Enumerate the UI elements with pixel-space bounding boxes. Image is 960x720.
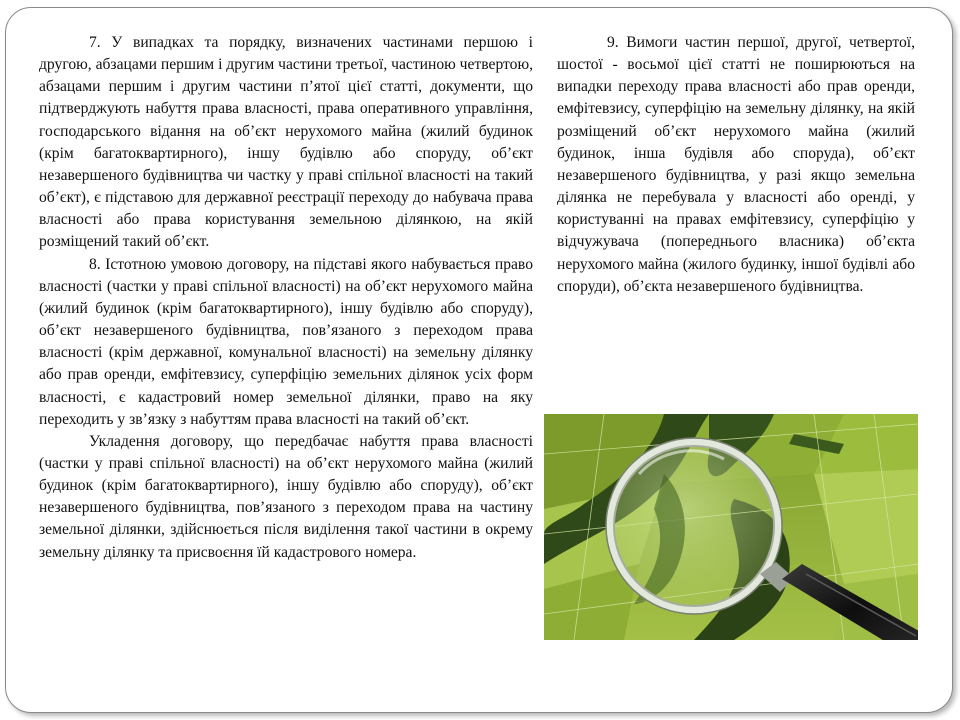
paragraph-9: 9. Вимоги частин першої, другої, четвертої, шостої - восьмої цієї статті не поширюються на випадки переходу права власності або прав оренди, емфітевзису, суперфіцію на земельну ділянку, на якій розміщений об’єкт нерухомого майна (жилий будинок, інша будівля або споруда), об’єкт незавершеного будівництва, у разі якщо земельна ділянка не перебувала у власності або оренді, у користуванні на правах емфітевзису, суперфіцію у відчужувача (попереднього власника) об’єкта нерухомого майна (жилого будинку, іншої будівлі або споруди), об’єкта незавершеного будівництва. xyxy=(557,34,915,295)
paragraph-7: 7. У випадках та порядку, визначених частинами першою і другою, абзацами першим і другим частини третьої, частиною четвертою, абзацами першим і другим частини п’ятої цієї статті, документи, що підтверджують набуття права власності, права оперативного управління, господарського відання на об’єкт нерухомого майна (жилий будинок (крім багатоквартирного), іншу будівлю або споруду, об’єкт незавершеного будівництва чи частку у праві спільної власності на такий об’єкт), є підставою для державної реєстрації переходу до набувача права власності або права користування земельною ділянкою, на якій розміщений такий об’єкт. xyxy=(39,34,533,251)
left-text-column xyxy=(39,32,533,564)
magnifying-glass-over-fields-image xyxy=(544,414,918,640)
paragraph-8-continuation: Укладення договору, що передбачає набуття права власності (частки у праві спільної власності) на об’єкт нерухомого майна (жилий будинок (крім багатоквартирного), іншу будівлю або споруду), об’єкт незавершеного будівництва, пов’язаного з переходом права на частину земельної ділянки, здійснюється після виділення такої частини в окрему земельну ділянку та присвоєння їй кадастрового номера. xyxy=(39,432,533,561)
right-text-column xyxy=(557,32,915,298)
field-illustration xyxy=(544,414,918,640)
paragraph-8: 8. Істотною умовою договору, на підставі якого набувається право власності (частки у праві спільної власності) на об’єкт нерухомого майна (жилий будинок (крім багатоквартирного), іншу будівлю або споруду), об’єкт незавершеного будівництва, пов’язаного з переходом права власності (крім державної, комунальної власності) на земельну ділянку або прав оренди, емфітевзису, суперфіцію земельних ділянок усіх форм власності, є кадастровий номер земельної ділянки, право на яку переходить у зв’язку з набуттям права власності на такий об’єкт. xyxy=(39,255,533,428)
